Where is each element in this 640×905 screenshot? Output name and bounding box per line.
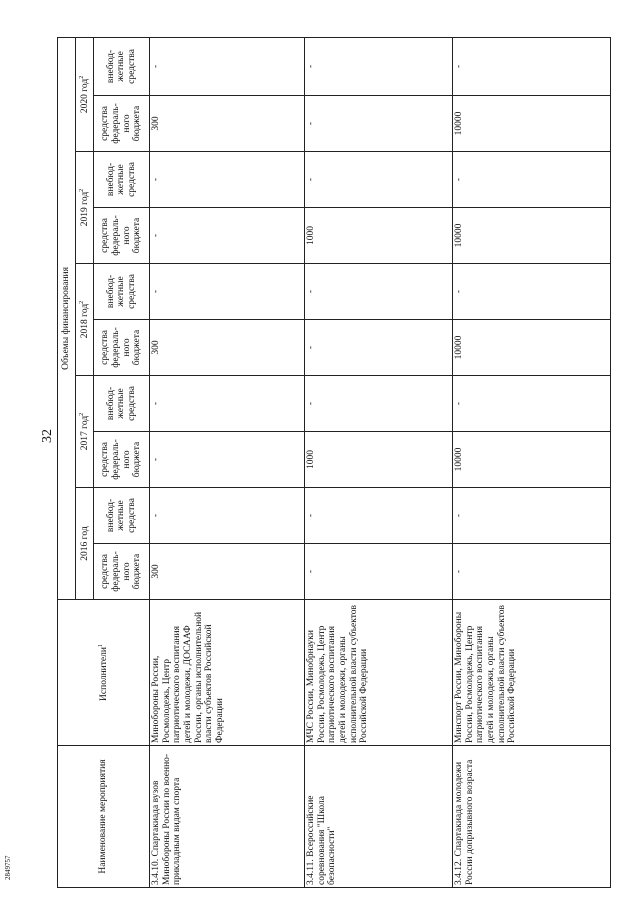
value-cell: - [150,37,305,95]
subheader-extra: внебюд-жетные средства [94,376,150,432]
value-cell: 10000 [453,96,611,152]
subheader-federal: средства федераль-ного бюджета [94,96,150,152]
page-number: 32 [40,429,55,443]
table-row [150,37,305,887]
value-cell: - [453,376,611,432]
value-cell: - [453,37,611,95]
subheader-extra: внебюд-жетные средства [94,152,150,208]
subheader-extra: внебюд-жетные средства [94,264,150,320]
value-cell: - [305,376,453,432]
value-cell: 10000 [453,320,611,376]
executors-cell: МЧС России, Минобрнауки России, Росмолодежь, Центр патриотического воспитания детей и молодежи, органы исполнительной власти субъектов Российской Федерации [305,600,453,746]
value-cell: - [150,432,305,488]
document-id: 2849757 [4,855,12,880]
subheader-federal: средства федераль-ного бюджета [94,544,150,600]
year-header: 2018 год$^2$ [76,264,94,376]
value-cell: - [453,264,611,320]
event-cell: 3.4.10. Спартакиада вузов Минобороны России по военно-прикладным видам спорта [150,746,305,888]
value-cell: - [150,208,305,264]
value-cell: - [453,152,611,208]
year-header: 2016 год [76,488,94,600]
value-cell: - [150,488,305,544]
value-cell: - [453,488,611,544]
header-event: Наименование мероприятия [58,746,150,888]
subheader-extra: внебюд-жетные средства [94,37,150,95]
subheader-federal: средства федераль-ного бюджета [94,320,150,376]
table-row [453,37,611,887]
financing-table [57,37,611,888]
value-cell: 1000 [305,432,453,488]
header-executors: Исполнители$^1$ [58,600,150,746]
value-cell: - [305,152,453,208]
value-cell: - [150,376,305,432]
table-row [305,37,453,887]
value-cell: - [453,544,611,600]
value-cell: - [305,37,453,95]
subheader-federal: средства федераль-ного бюджета [94,432,150,488]
year-header: 2019 год$^2$ [76,152,94,264]
value-cell: 300 [150,544,305,600]
event-cell: 3.4.12. Спартакиада молодежи России допризывного возраста [453,746,611,888]
subheader-extra: внебюд-жетные средства [94,488,150,544]
value-cell: - [305,544,453,600]
event-cell: 3.4.11. Всероссийские соревнования "Школа безопасности" [305,746,453,888]
year-header: 2020 год$^2$ [76,37,94,151]
value-cell: - [305,488,453,544]
subheader-federal: средства федераль-ного бюджета [94,208,150,264]
executors-cell: Минобороны России, Росмолодежь, Центр патриотического воспитания детей и молодежи, ДОСААФ России, органы исполнительной власти субъектов Российской Федерации [150,600,305,746]
value-cell: - [305,320,453,376]
year-header: 2017 год$^2$ [76,376,94,488]
value-cell: 300 [150,320,305,376]
value-cell: - [150,264,305,320]
value-cell: - [305,96,453,152]
executors-cell: Минспорт России, Минобороны России, Росмолодежь, Центр патриотического воспитания детей и молодежи, органы исполнительной власти субъектов Российской Федерации [453,600,611,746]
rotated-table-container [57,38,615,888]
value-cell: 300 [150,96,305,152]
value-cell: 10000 [453,208,611,264]
header-volumes: Объемы финансирования [58,37,76,599]
value-cell: - [150,152,305,208]
value-cell: 1000 [305,208,453,264]
value-cell: 10000 [453,432,611,488]
value-cell: - [305,264,453,320]
